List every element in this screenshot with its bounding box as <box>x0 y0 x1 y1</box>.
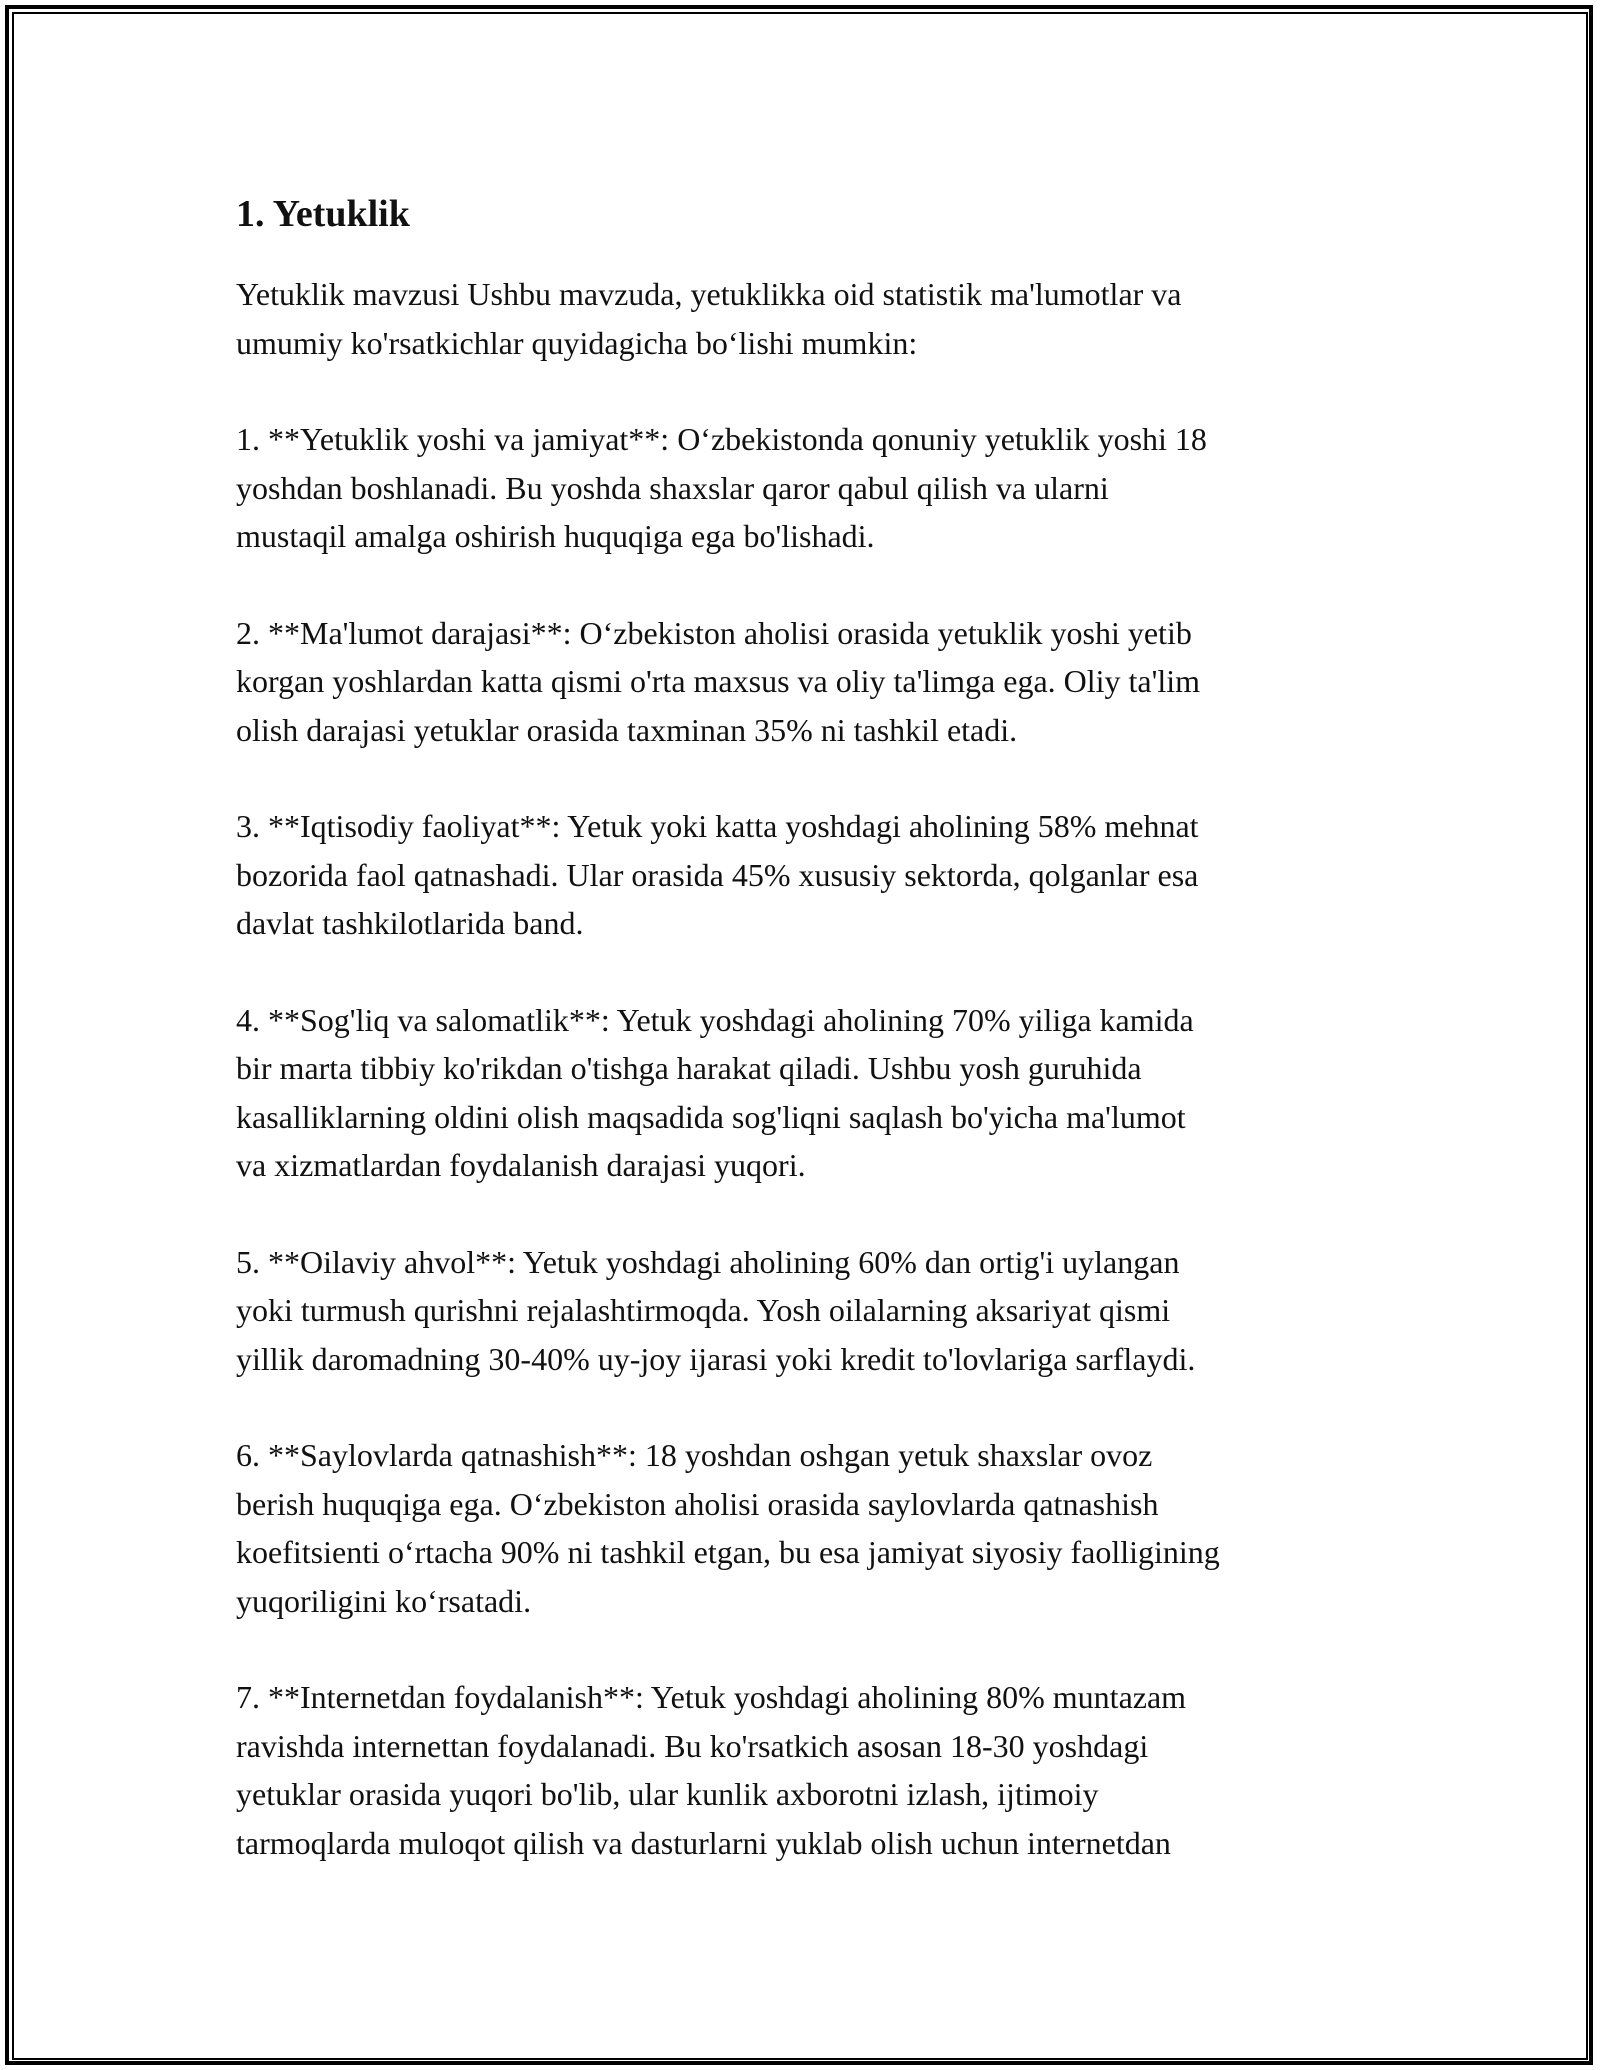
list-item-4: 4. **Sog'liq va salomatlik**: Yetuk yoshdagi aholining 70% yiliga kamida bir marta tibbiy ko'rikdan o'tishga harakat qiladi. Ushbu yosh guruhida kasalliklarning oldini olish maqsadida sog'liqni saqlash bo'yicha ma'lumot va xizmatlardan foydalanish darajasi yuqori. <box>236 1001 1194 1183</box>
list-item-6: 6. **Saylovlarda qatnashish**: 18 yoshdan oshgan yetuk shaxslar ovoz berish huquqiga ega. O‘zbekiston aholisi orasida saylovlarda qatnashish koefitsienti o‘rtacha 90% ni tashkil etgan, bu esa jamiyat siyosiy faolligining yuqoriligini ko‘rsatadi. <box>236 1437 1220 1619</box>
list-item-7: 7. **Internetdan foydalanish**: Yetuk yoshdagi aholining 80% muntazam ravishda internettan foydalanadi. Bu ko'rsatkich asosan 18-30 yoshdagi yetuklar orasida yuqori bo'lib, ular kunlik axborotni izlash, ijtimoiy tarmoqlarda muloqot qilish va dasturlarni yuklab olish uchun internetdan <box>236 1679 1187 1861</box>
list-item-5: 5. **Oilaviy ahvol**: Yetuk yoshdagi aholining 60% dan ortig'i uylangan yoki turmush qurishni rejalashtirmoqda. Yosh oilalarning aksariyat qismi yillik daromadning 30-40% uy-joy ijarasi yoki kredit to'lovlariga sarflaydi. <box>236 1243 1196 1377</box>
list-item-2: 2. **Ma'lumot darajasi**: O‘zbekiston aholisi orasida yetuklik yoshi yetib korgan yoshlardan katta qismi o'rta maxsus va oliy ta'limga ega. Oliy ta'lim olish darajasi yetuklar orasida taxminan 35% ni tashkil etadi. <box>236 614 1201 748</box>
list-item-3: 3. **Iqtisodiy faoliyat**: Yetuk yoki katta yoshdagi aholining 58% mehnat bozorida faol qatnashadi. Ular orasida 45% xususiy sektorda, qolganlar esa davlat tashkilotlarida band. <box>236 808 1199 941</box>
intro-paragraph: Yetuklik mavzusi Ushbu mavzuda, yetuklikka oid statistik ma'lumotlar va umumiy ko'rsatkichlar quyidagicha bo‘lishi mumkin: <box>236 276 1182 361</box>
list-item-1: 1. **Yetuklik yoshi va jamiyat**: O‘zbekistonda qonuniy yetuklik yoshi 18 yoshdan boshlanadi. Bu yoshda shaxslar qaror qabul qilish va ularni mustaqil amalga oshirish huquqiga ega bo'lishadi. <box>236 421 1207 554</box>
document-title: 1. Yetuklik <box>236 193 410 235</box>
document-page <box>236 190 1376 1915</box>
